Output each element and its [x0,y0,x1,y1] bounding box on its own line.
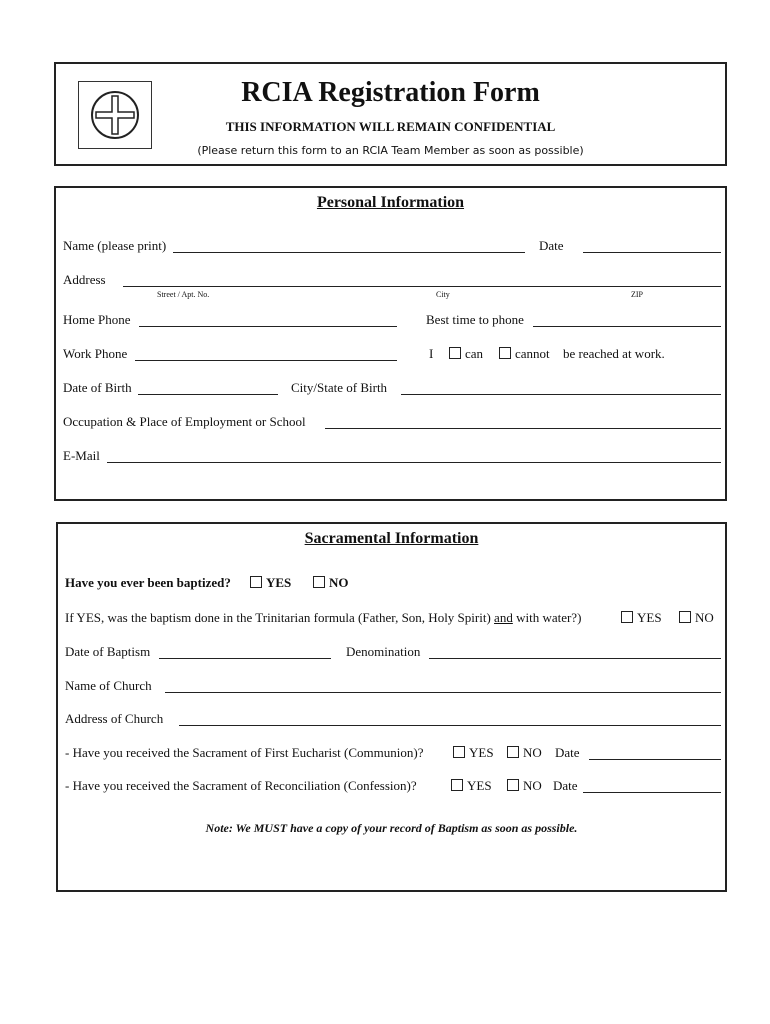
cannot-checkbox[interactable] [499,347,511,359]
form-title: RCIA Registration Form [241,77,540,108]
home-phone-field[interactable] [139,312,397,327]
work-phone-field[interactable] [135,346,397,361]
section-title-personal: Personal Information [316,194,465,211]
work-cannot-option[interactable]: cannot [499,346,550,362]
best-time-label: Best time to phone [426,312,524,327]
denomination-label: Denomination [346,644,421,659]
church-name-field[interactable] [165,678,721,693]
baptism-record-note: Note: We MUST have a copy of your record of Baptism as soon as possible. [205,821,578,835]
dob-label: Date of Birth [63,380,132,395]
reconciliation-date-field[interactable] [583,778,721,793]
date-field[interactable] [583,238,721,253]
address-street-caption: Street / Apt. No. [157,290,210,299]
trinitarian-yes-checkbox[interactable] [621,611,633,623]
baptism-date-field[interactable] [159,644,331,659]
address-city-caption: City [436,290,450,299]
name-label: Name (please print) [63,238,167,253]
baptized-no-option[interactable]: NO [313,575,349,591]
eucharist-no-option[interactable]: NO [507,745,542,761]
trinitarian-yes-option[interactable]: YES [621,610,662,626]
dob-field[interactable] [138,380,278,395]
name-field[interactable] [173,238,525,253]
personal-information-section [54,186,727,501]
reconciliation-question: - Have you received the Sacrament of Reconciliation (Confession)? [65,778,417,793]
address-label: Address [63,272,106,287]
baptized-yes-option[interactable]: YES [250,575,291,591]
eucharist-date-label: Date [555,745,580,760]
trinitarian-question: If YES, was the baptism done in the Trinitarian formula (Father, Son, Holy Spirit) and with water?) [65,610,582,625]
email-field[interactable] [107,448,721,463]
church-address-field[interactable] [179,711,721,726]
occupation-field[interactable] [325,414,721,429]
sacramental-information-section [56,522,727,892]
best-time-field[interactable] [533,312,721,327]
home-phone-label: Home Phone [63,312,131,327]
baptized-no-checkbox[interactable] [313,576,325,588]
birthplace-label: City/State of Birth [291,380,388,395]
address-field[interactable] [123,272,721,287]
return-note: (Please return this form to an RCIA Team Member as soon as possible) [197,144,584,157]
eucharist-yes-option[interactable]: YES [453,745,494,761]
reconciliation-yes-checkbox[interactable] [451,779,463,791]
reconciliation-no-checkbox[interactable] [507,779,519,791]
work-reached-text: be reached at work. [563,346,665,361]
eucharist-yes-checkbox[interactable] [453,746,465,758]
church-address-label: Address of Church [65,711,164,726]
occupation-label: Occupation & Place of Employment or School [63,414,306,429]
work-can-option[interactable]: can [449,346,483,362]
eucharist-date-field[interactable] [589,745,721,760]
section-title-sacramental: Sacramental Information [304,530,479,547]
eucharist-no-checkbox[interactable] [507,746,519,758]
baptism-date-label: Date of Baptism [65,644,151,659]
church-name-label: Name of Church [65,678,152,693]
birthplace-field[interactable] [401,380,721,395]
denomination-field[interactable] [429,644,721,659]
trinitarian-no-option[interactable]: NO [679,610,714,626]
date-label: Date [539,238,564,253]
reconciliation-no-option[interactable]: NO [507,778,542,794]
reconciliation-yes-option[interactable]: YES [451,778,492,794]
can-checkbox[interactable] [449,347,461,359]
baptized-yes-checkbox[interactable] [250,576,262,588]
address-zip-caption: ZIP [631,290,643,299]
baptized-question: Have you ever been baptized? [65,575,231,590]
work-i-text: I [429,346,434,361]
work-phone-label: Work Phone [63,346,128,361]
form-header [54,62,727,166]
confidential-notice: THIS INFORMATION WILL REMAIN CONFIDENTIAL [225,119,556,134]
trinitarian-no-checkbox[interactable] [679,611,691,623]
eucharist-question: - Have you received the Sacrament of First Eucharist (Communion)? [65,745,424,760]
email-label: E-Mail [63,448,100,463]
reconciliation-date-label: Date [553,778,578,793]
